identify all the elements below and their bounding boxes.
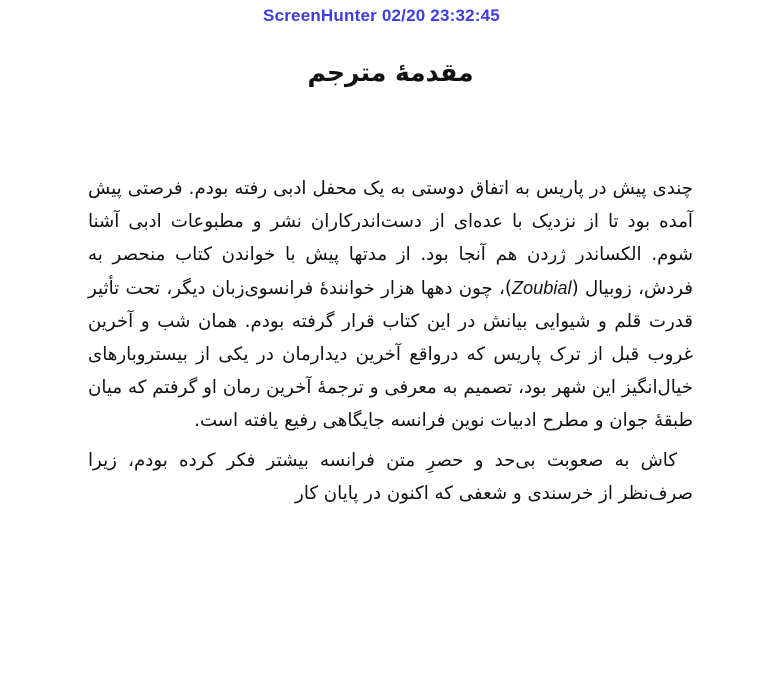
paragraph-1-part-a: چندی پیش در پاریس به اتفاق دوستی به یک محفل ادبی رفته بودم. فرصتی پیش آمده بود تا از نزدیک با عده‌ای از دست‌اندرکاران نشر و مطبوعات ادبی آشنا شوم. الکساندر ژردن هم آنجا بود. از مدتها پیش با خواندن کتاب منحصر به فردش، زوبیال ( bbox=[88, 178, 693, 299]
paragraph-2: کاش به صعوبت بی‌حد و حصرِ متن فرانسه بیشتر فکر کرده بودم، زیرا صرف‌نظر از خرسندی و شعفی که اکنون در پایان کار bbox=[88, 449, 693, 504]
paragraph-1-part-b: )، چون دهها هزار خوانندهٔ فرانسوی‌زبان دیگر، تحت تأثیر قدرت قلم و شیوایی بیانش در این کتاب قرار گرفته بودم. همان شب و آخرین غروب قبل از ترک پاریس که درواقع آخرین دیدارمان در یکی از بیستروبارهای خیال‌انگیز این شهر بود، تصمیم به معرفی و ترجمهٔ آخرین رمان او گرفتم که میان طبقهٔ جوان و مطرح ادبیات نوین فرانسه جایگاهی رفیع یافته است. bbox=[88, 277, 693, 432]
paragraph-1 bbox=[88, 172, 693, 438]
page-title: مقدمهٔ مترجم bbox=[307, 58, 474, 87]
latin-term-zoubial: Zoubial bbox=[511, 277, 572, 298]
body-text bbox=[88, 172, 693, 510]
book-page bbox=[88, 30, 693, 697]
screenhunter-watermark: ScreenHunter 02/20 23:32:45 bbox=[263, 6, 500, 25]
